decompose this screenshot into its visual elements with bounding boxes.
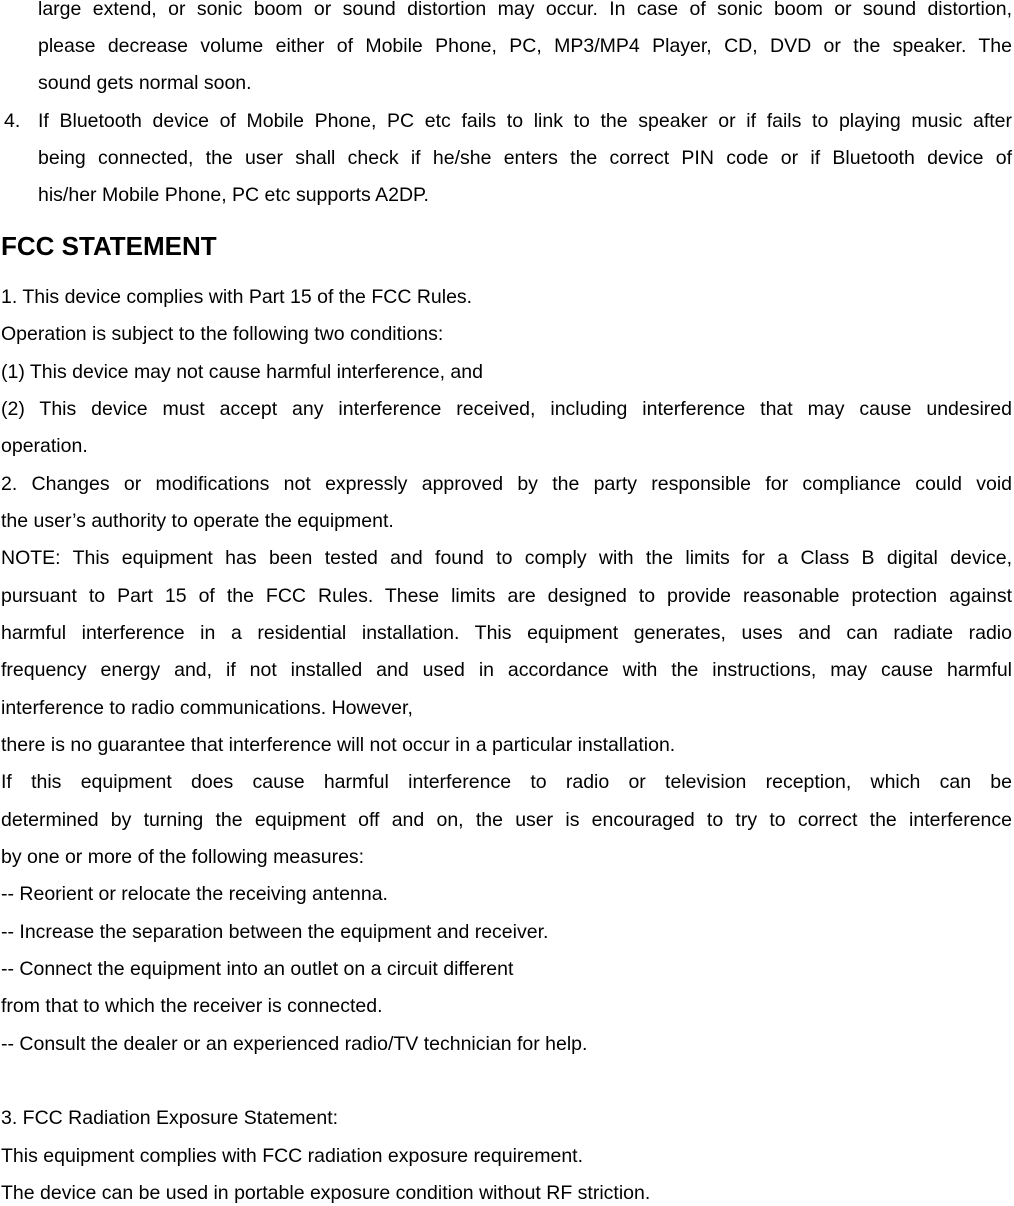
- paragraph-line: large extend, or sonic boom or sound distortion may occur. In case of sonic boom or sound distortion,: [38, 0, 1012, 20]
- paragraph-line: NOTE: This equipment has been tested and found to comply with the limits for a Class B digital device,: [1, 547, 1012, 569]
- paragraph-line: 3. FCC Radiation Exposure Statement:: [1, 1107, 339, 1129]
- paragraph-line: interference to radio communications. However,: [1, 697, 413, 719]
- paragraph-line: please decrease volume either of Mobile Phone, PC, MP3/MP4 Player, CD, DVD or the speaker. The: [38, 35, 1012, 57]
- paragraph-line: -- Increase the separation between the equipment and receiver.: [1, 921, 549, 943]
- paragraph-line: The device can be used in portable exposure condition without RF striction.: [1, 1182, 651, 1204]
- paragraph-line: 1. This device complies with Part 15 of the FCC Rules.: [1, 286, 473, 308]
- paragraph-line: -- Connect the equipment into an outlet on a circuit different: [1, 958, 514, 980]
- paragraph-line: Operation is subject to the following two conditions:: [1, 323, 444, 345]
- paragraph-line: there is no guarantee that interference will not occur in a particular installation.: [1, 734, 676, 756]
- section-heading: FCC STATEMENT: [1, 231, 217, 261]
- paragraph-line: 2. Changes or modifications not expressly approved by the party responsible for compliance could void: [1, 473, 1012, 495]
- paragraph-line: (2) This device must accept any interference received, including interference that may cause undesired: [1, 398, 1012, 420]
- paragraph-line: by one or more of the following measures:: [1, 846, 365, 868]
- paragraph-line: If this equipment does cause harmful interference to radio or television reception, which can be: [1, 771, 1012, 793]
- paragraph-line: -- Reorient or relocate the receiving antenna.: [1, 883, 388, 905]
- paragraph-line: from that to which the receiver is connected.: [1, 995, 383, 1017]
- paragraph-line: his/her Mobile Phone, PC etc supports A2DP.: [38, 184, 429, 206]
- paragraph-line: being connected, the user shall check if he/she enters the correct PIN code or if Bluetooth device of: [38, 147, 1012, 169]
- paragraph-line: sound gets normal soon.: [38, 72, 252, 94]
- paragraph-line: determined by turning the equipment off and on, the user is encouraged to try to correct the interference: [1, 809, 1012, 831]
- paragraph-line: operation.: [1, 435, 88, 457]
- paragraph-line: This equipment complies with FCC radiation exposure requirement.: [1, 1145, 584, 1167]
- paragraph-line: -- Consult the dealer or an experienced radio/TV technician for help.: [1, 1033, 588, 1055]
- list-number: 4.: [4, 110, 21, 132]
- paragraph-line: the user’s authority to operate the equipment.: [1, 510, 394, 532]
- paragraph-line: If Bluetooth device of Mobile Phone, PC etc fails to link to the speaker or if fails to playing music after: [38, 110, 1012, 132]
- paragraph-line: (1) This device may not cause harmful interference, and: [1, 361, 483, 383]
- paragraph-line: harmful interference in a residential installation. This equipment generates, uses and can radiate radio: [1, 622, 1012, 644]
- paragraph-line: frequency energy and, if not installed and used in accordance with the instructions, may cause harmful: [1, 659, 1012, 681]
- paragraph-line: pursuant to Part 15 of the FCC Rules. These limits are designed to provide reasonable protection against: [1, 585, 1012, 607]
